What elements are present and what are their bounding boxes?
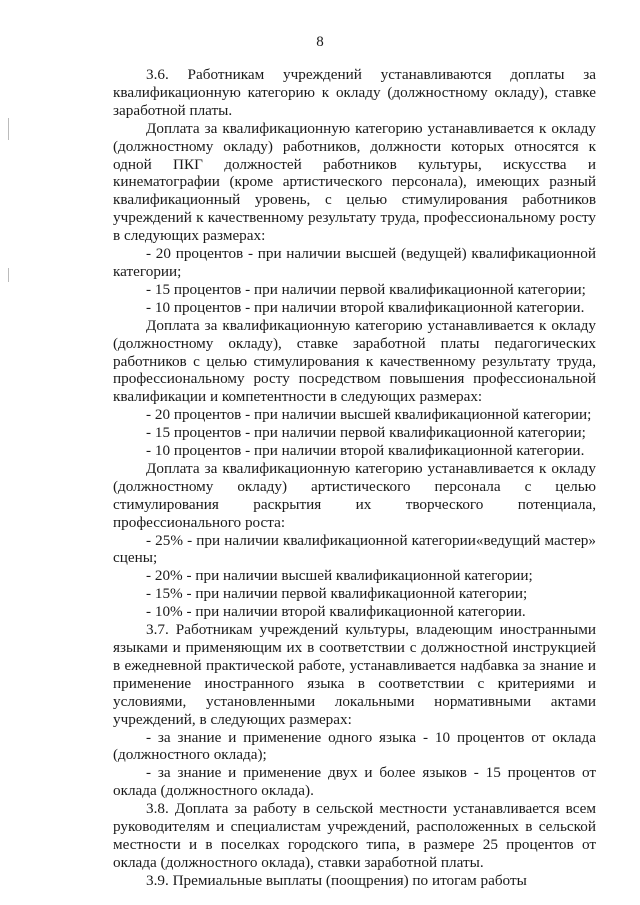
list-item: - 10% - при наличии второй квалификационной категории. [146,603,526,621]
list-item: - 15 процентов - при наличии первой квалификационной категории; [146,280,586,298]
list-item: - 15 процентов - при наличии первой квалификационной категории; [146,424,586,442]
margin-mark [8,268,9,282]
list-item: - 10 процентов - при наличии второй квалификационной категории. [146,442,585,460]
list-item: - 20 процентов - при наличии высшей квалификационной категории; [146,406,592,424]
paragraph-3-9: 3.9. Премиальные выплаты (поощрения) по итогам работы [146,871,527,889]
paragraph: Доплата за квалификационную категорию устанавливается к окладу (должностному окладу), ставке заработной платы педагогических работников с целью стимулирования к качественному результату труда, профессиональному росту посредством повышения профессиональной квалификации и компетентности в следующих размерах: [113,316,596,406]
list-item: - 15% - при наличии первой квалификационной категории; [146,585,528,603]
paragraph: Доплата за квалификационную категорию устанавливается к окладу (должностному окладу) работников, должности которых относятся к одной ПКГ должностей работников культуры, искусства и кинематографии (кроме артистического персонала), имеющих разный квалификационный уровень, с целью стимулирования работников учреждений к качественному результату труда, профессиональному росту в следующих размерах: [113,119,596,245]
list-item: - 25% - при наличии квалификационной категории«ведущий мастер» сцены; [113,531,596,567]
margin-mark [8,118,9,140]
page-number: 8 [316,34,324,50]
paragraph-3-8: 3.8. Доплата за работу в сельской местности устанавливается всем руководителям и специалистам учреждений, расположенных в сельской местности и в поселках городского типа, в размере 25 процентов от оклада (должностного оклада), ставки заработной платы. [113,800,596,871]
document-body [113,66,596,890]
list-item: - 20% - при наличии высшей квалификационной категории; [146,567,533,585]
list-item: - 10 процентов - при наличии второй квалификационной категории. [146,298,585,316]
paragraph-3-7: 3.7. Работникам учреждений культуры, владеющим иностранными языками и применяющим их в соответствии с должностной инструкцией в ежедневной практической работе, устанавливается надбавка за знание и применение иностранного языка в соответствии с критериями и условиями, установленными локальными нормативными актами учреждений, в следующих размерах: [113,621,596,728]
paragraph-3-6: 3.6. Работникам учреждений устанавливаются доплаты за квалификационную категорию к окладу (должностному окладу), ставке заработной платы. [113,66,596,119]
paragraph: Доплата за квалификационную категорию устанавливается к окладу (должностному окладу) артистического персонала с целью стимулирования раскрытия их творческого потенциала, профессионального роста: [113,459,596,531]
list-item: - за знание и применение двух и более языков - 15 процентов от оклада (должностного оклада). [113,764,596,800]
list-item: - 20 процентов - при наличии высшей (ведущей) квалификационной категории; [113,245,596,280]
list-item: - за знание и применение одного языка - 10 процентов от оклада (должностного оклада); [113,728,596,764]
